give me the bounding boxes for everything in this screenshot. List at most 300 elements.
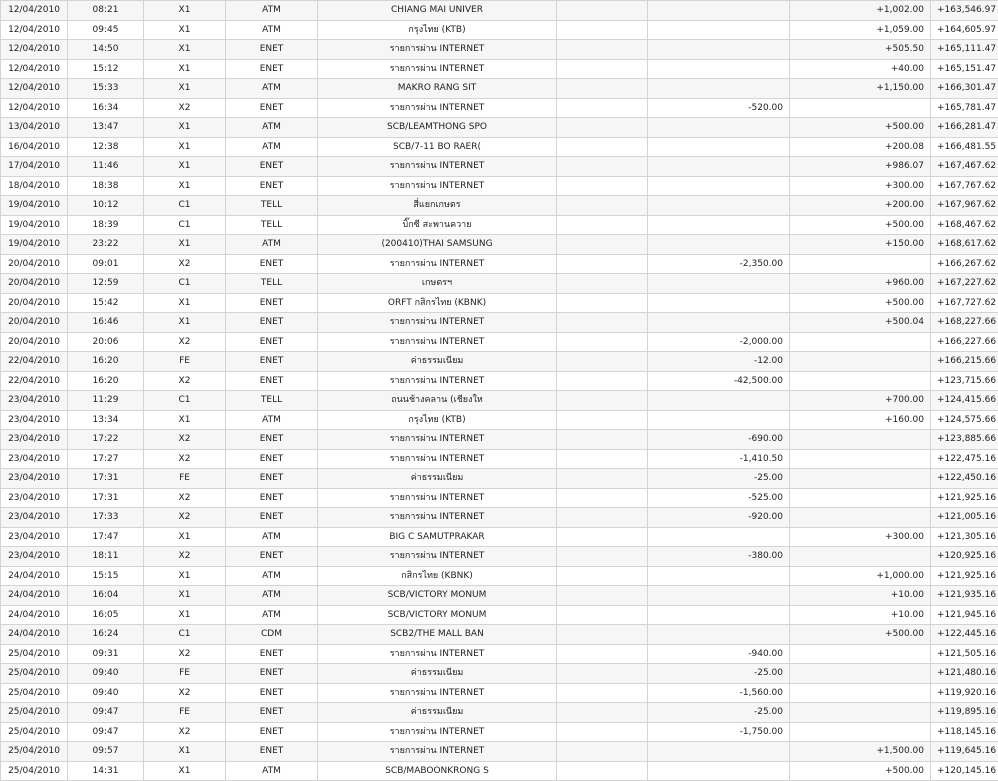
code-cell: C1 — [144, 215, 226, 235]
deposit-cell: +500.04 — [790, 313, 931, 333]
channel-cell: ATM — [226, 137, 318, 157]
description-cell: เกษตรฯ — [318, 274, 557, 294]
description-cell: รายการผ่าน INTERNET — [318, 176, 557, 196]
date-cell: 25/04/2010 — [1, 722, 68, 742]
code-cell: X1 — [144, 566, 226, 586]
channel-cell: ENET — [226, 98, 318, 118]
deposit-cell: +986.07 — [790, 157, 931, 177]
description-cell: SCB/7-11 BO RAER( — [318, 137, 557, 157]
deposit-cell — [790, 430, 931, 450]
blank-cell — [557, 371, 648, 391]
deposit-cell — [790, 449, 931, 469]
withdrawal-cell — [648, 20, 790, 40]
withdrawal-cell: -12.00 — [648, 352, 790, 372]
channel-cell: TELL — [226, 391, 318, 411]
balance-cell: +166,227.66 — [931, 332, 998, 352]
time-cell: 16:20 — [68, 371, 144, 391]
blank-cell — [557, 79, 648, 99]
table-row — [1, 235, 998, 255]
withdrawal-cell: -25.00 — [648, 703, 790, 723]
description-cell: SCB/VICTORY MONUM — [318, 586, 557, 606]
deposit-cell: +700.00 — [790, 391, 931, 411]
time-cell: 15:12 — [68, 59, 144, 79]
withdrawal-cell: -1,750.00 — [648, 722, 790, 742]
balance-cell: +168,227.66 — [931, 313, 998, 333]
time-cell: 09:40 — [68, 683, 144, 703]
deposit-cell — [790, 547, 931, 567]
description-cell: รายการผ่าน INTERNET — [318, 644, 557, 664]
table-row — [1, 410, 998, 430]
withdrawal-cell: -2,000.00 — [648, 332, 790, 352]
channel-cell: ENET — [226, 469, 318, 489]
time-cell: 09:01 — [68, 254, 144, 274]
description-cell: กสิกรไทย (KBNK) — [318, 566, 557, 586]
table-row — [1, 664, 998, 684]
description-cell: (200410)THAI SAMSUNG — [318, 235, 557, 255]
code-cell: X1 — [144, 605, 226, 625]
blank-cell — [557, 508, 648, 528]
date-cell: 23/04/2010 — [1, 488, 68, 508]
description-cell: รายการผ่าน INTERNET — [318, 371, 557, 391]
table-row — [1, 196, 998, 216]
withdrawal-cell — [648, 586, 790, 606]
withdrawal-cell: -25.00 — [648, 469, 790, 489]
channel-cell: ENET — [226, 293, 318, 313]
blank-cell — [557, 547, 648, 567]
blank-cell — [557, 137, 648, 157]
channel-cell: TELL — [226, 215, 318, 235]
blank-cell — [557, 118, 648, 138]
deposit-cell: +505.50 — [790, 40, 931, 60]
channel-cell: ENET — [226, 157, 318, 177]
channel-cell: ENET — [226, 40, 318, 60]
code-cell: C1 — [144, 274, 226, 294]
description-cell: บิ๊กซี สะพานควาย — [318, 215, 557, 235]
withdrawal-cell — [648, 176, 790, 196]
blank-cell — [557, 254, 648, 274]
blank-cell — [557, 293, 648, 313]
date-cell: 12/04/2010 — [1, 79, 68, 99]
table-row — [1, 644, 998, 664]
deposit-cell: +500.00 — [790, 215, 931, 235]
blank-cell — [557, 59, 648, 79]
balance-cell: +164,605.97 — [931, 20, 998, 40]
withdrawal-cell: -25.00 — [648, 664, 790, 684]
code-cell: X1 — [144, 527, 226, 547]
withdrawal-cell: -690.00 — [648, 430, 790, 450]
time-cell: 17:22 — [68, 430, 144, 450]
code-cell: X1 — [144, 59, 226, 79]
description-cell: CHIANG MAI UNIVER — [318, 1, 557, 21]
table-row — [1, 449, 998, 469]
channel-cell: ATM — [226, 566, 318, 586]
channel-cell: ATM — [226, 79, 318, 99]
code-cell: X2 — [144, 430, 226, 450]
description-cell: รายการผ่าน INTERNET — [318, 508, 557, 528]
code-cell: X2 — [144, 488, 226, 508]
table-row — [1, 469, 998, 489]
description-cell: รายการผ่าน INTERNET — [318, 313, 557, 333]
deposit-cell: +10.00 — [790, 586, 931, 606]
withdrawal-cell: -1,410.50 — [648, 449, 790, 469]
deposit-cell: +10.00 — [790, 605, 931, 625]
time-cell: 13:34 — [68, 410, 144, 430]
time-cell: 17:33 — [68, 508, 144, 528]
blank-cell — [557, 469, 648, 489]
deposit-cell: +1,002.00 — [790, 1, 931, 21]
time-cell: 14:31 — [68, 761, 144, 781]
balance-cell: +124,575.66 — [931, 410, 998, 430]
time-cell: 12:38 — [68, 137, 144, 157]
table-row — [1, 79, 998, 99]
description-cell: กรุงไทย (KTB) — [318, 410, 557, 430]
date-cell: 20/04/2010 — [1, 293, 68, 313]
deposit-cell: +500.00 — [790, 761, 931, 781]
date-cell: 12/04/2010 — [1, 1, 68, 21]
time-cell: 16:04 — [68, 586, 144, 606]
description-cell: ค่าธรรมเนียม — [318, 469, 557, 489]
time-cell: 12:59 — [68, 274, 144, 294]
deposit-cell — [790, 254, 931, 274]
time-cell: 14:50 — [68, 40, 144, 60]
withdrawal-cell — [648, 742, 790, 762]
date-cell: 25/04/2010 — [1, 664, 68, 684]
date-cell: 24/04/2010 — [1, 566, 68, 586]
balance-cell: +119,920.16 — [931, 683, 998, 703]
blank-cell — [557, 196, 648, 216]
description-cell: รายการผ่าน INTERNET — [318, 742, 557, 762]
code-cell: X2 — [144, 508, 226, 528]
code-cell: X1 — [144, 742, 226, 762]
withdrawal-cell: -380.00 — [648, 547, 790, 567]
description-cell: รายการผ่าน INTERNET — [318, 98, 557, 118]
code-cell: X1 — [144, 137, 226, 157]
withdrawal-cell — [648, 79, 790, 99]
code-cell: C1 — [144, 196, 226, 216]
blank-cell — [557, 449, 648, 469]
date-cell: 12/04/2010 — [1, 20, 68, 40]
table-row — [1, 430, 998, 450]
deposit-cell: +40.00 — [790, 59, 931, 79]
table-row — [1, 157, 998, 177]
code-cell: X1 — [144, 79, 226, 99]
date-cell: 16/04/2010 — [1, 137, 68, 157]
description-cell: รายการผ่าน INTERNET — [318, 40, 557, 60]
channel-cell: ATM — [226, 761, 318, 781]
description-cell: กรุงไทย (KTB) — [318, 20, 557, 40]
table-row — [1, 683, 998, 703]
balance-cell: +167,467.62 — [931, 157, 998, 177]
deposit-cell: +150.00 — [790, 235, 931, 255]
channel-cell: ATM — [226, 527, 318, 547]
balance-cell: +163,546.97 — [931, 1, 998, 21]
channel-cell: ATM — [226, 118, 318, 138]
withdrawal-cell: -1,560.00 — [648, 683, 790, 703]
code-cell: X2 — [144, 722, 226, 742]
balance-cell: +121,480.16 — [931, 664, 998, 684]
blank-cell — [557, 40, 648, 60]
withdrawal-cell — [648, 118, 790, 138]
time-cell: 08:21 — [68, 1, 144, 21]
code-cell: X1 — [144, 1, 226, 21]
withdrawal-cell: -940.00 — [648, 644, 790, 664]
table-row — [1, 703, 998, 723]
date-cell: 23/04/2010 — [1, 469, 68, 489]
channel-cell: ENET — [226, 742, 318, 762]
balance-cell: +166,267.62 — [931, 254, 998, 274]
description-cell: รายการผ่าน INTERNET — [318, 157, 557, 177]
date-cell: 12/04/2010 — [1, 59, 68, 79]
table-row — [1, 137, 998, 157]
channel-cell: ATM — [226, 1, 318, 21]
table-row — [1, 761, 998, 781]
description-cell: รายการผ่าน INTERNET — [318, 547, 557, 567]
time-cell: 18:11 — [68, 547, 144, 567]
date-cell: 23/04/2010 — [1, 508, 68, 528]
balance-cell: +119,645.16 — [931, 742, 998, 762]
code-cell: X1 — [144, 20, 226, 40]
date-cell: 24/04/2010 — [1, 586, 68, 606]
table-row — [1, 59, 998, 79]
deposit-cell: +500.00 — [790, 118, 931, 138]
balance-cell: +165,111.47 — [931, 40, 998, 60]
description-cell: สี่แยกเกษตร — [318, 196, 557, 216]
time-cell: 09:47 — [68, 703, 144, 723]
balance-cell: +166,301.47 — [931, 79, 998, 99]
withdrawal-cell — [648, 40, 790, 60]
channel-cell: ATM — [226, 410, 318, 430]
withdrawal-cell — [648, 274, 790, 294]
channel-cell: CDM — [226, 625, 318, 645]
date-cell: 25/04/2010 — [1, 742, 68, 762]
blank-cell — [557, 625, 648, 645]
withdrawal-cell — [648, 566, 790, 586]
balance-cell: +121,925.16 — [931, 488, 998, 508]
withdrawal-cell: -525.00 — [648, 488, 790, 508]
blank-cell — [557, 274, 648, 294]
deposit-cell — [790, 469, 931, 489]
date-cell: 19/04/2010 — [1, 215, 68, 235]
table-row — [1, 566, 998, 586]
date-cell: 25/04/2010 — [1, 761, 68, 781]
table-row — [1, 332, 998, 352]
deposit-cell — [790, 371, 931, 391]
channel-cell: ENET — [226, 371, 318, 391]
withdrawal-cell: -2,350.00 — [648, 254, 790, 274]
blank-cell — [557, 235, 648, 255]
channel-cell: ENET — [226, 59, 318, 79]
balance-cell: +119,895.16 — [931, 703, 998, 723]
blank-cell — [557, 703, 648, 723]
channel-cell: ENET — [226, 176, 318, 196]
date-cell: 20/04/2010 — [1, 313, 68, 333]
date-cell: 17/04/2010 — [1, 157, 68, 177]
date-cell: 25/04/2010 — [1, 644, 68, 664]
channel-cell: ENET — [226, 703, 318, 723]
blank-cell — [557, 98, 648, 118]
deposit-cell: +200.00 — [790, 196, 931, 216]
code-cell: X1 — [144, 410, 226, 430]
table-row — [1, 508, 998, 528]
balance-cell: +165,781.47 — [931, 98, 998, 118]
channel-cell: ENET — [226, 313, 318, 333]
channel-cell: ENET — [226, 332, 318, 352]
description-cell: MAKRO RANG SIT — [318, 79, 557, 99]
withdrawal-cell — [648, 410, 790, 430]
time-cell: 13:47 — [68, 118, 144, 138]
blank-cell — [557, 488, 648, 508]
date-cell: 23/04/2010 — [1, 547, 68, 567]
code-cell: X2 — [144, 254, 226, 274]
balance-cell: +121,305.16 — [931, 527, 998, 547]
date-cell: 12/04/2010 — [1, 98, 68, 118]
withdrawal-cell — [648, 196, 790, 216]
deposit-cell — [790, 664, 931, 684]
withdrawal-cell — [648, 215, 790, 235]
deposit-cell: +160.00 — [790, 410, 931, 430]
description-cell: รายการผ่าน INTERNET — [318, 683, 557, 703]
time-cell: 16:05 — [68, 605, 144, 625]
date-cell: 22/04/2010 — [1, 352, 68, 372]
balance-cell: +168,617.62 — [931, 235, 998, 255]
blank-cell — [557, 605, 648, 625]
description-cell: SCB2/THE MALL BAN — [318, 625, 557, 645]
code-cell: X2 — [144, 332, 226, 352]
table-row — [1, 215, 998, 235]
channel-cell: ENET — [226, 722, 318, 742]
withdrawal-cell — [648, 137, 790, 157]
code-cell: C1 — [144, 391, 226, 411]
balance-cell: +123,885.66 — [931, 430, 998, 450]
deposit-cell — [790, 352, 931, 372]
code-cell: X2 — [144, 683, 226, 703]
code-cell: X1 — [144, 157, 226, 177]
channel-cell: ATM — [226, 605, 318, 625]
code-cell: X1 — [144, 586, 226, 606]
balance-cell: +121,505.16 — [931, 644, 998, 664]
balance-cell: +121,935.16 — [931, 586, 998, 606]
blank-cell — [557, 157, 648, 177]
blank-cell — [557, 20, 648, 40]
deposit-cell — [790, 508, 931, 528]
time-cell: 18:39 — [68, 215, 144, 235]
date-cell: 18/04/2010 — [1, 176, 68, 196]
balance-cell: +167,767.62 — [931, 176, 998, 196]
deposit-cell — [790, 722, 931, 742]
table-row — [1, 742, 998, 762]
balance-cell: +122,445.16 — [931, 625, 998, 645]
table-row — [1, 40, 998, 60]
blank-cell — [557, 742, 648, 762]
date-cell: 23/04/2010 — [1, 410, 68, 430]
table-row — [1, 605, 998, 625]
blank-cell — [557, 313, 648, 333]
blank-cell — [557, 352, 648, 372]
withdrawal-cell — [648, 157, 790, 177]
deposit-cell — [790, 644, 931, 664]
balance-cell: +166,281.47 — [931, 118, 998, 138]
channel-cell: ENET — [226, 664, 318, 684]
blank-cell — [557, 644, 648, 664]
blank-cell — [557, 664, 648, 684]
table-row — [1, 98, 998, 118]
withdrawal-cell — [648, 59, 790, 79]
blank-cell — [557, 430, 648, 450]
time-cell: 09:40 — [68, 664, 144, 684]
withdrawal-cell: -42,500.00 — [648, 371, 790, 391]
withdrawal-cell: -920.00 — [648, 508, 790, 528]
channel-cell: TELL — [226, 196, 318, 216]
time-cell: 09:45 — [68, 20, 144, 40]
deposit-cell — [790, 98, 931, 118]
table-row — [1, 488, 998, 508]
deposit-cell: +1,500.00 — [790, 742, 931, 762]
table-row — [1, 20, 998, 40]
time-cell: 17:47 — [68, 527, 144, 547]
deposit-cell: +1,150.00 — [790, 79, 931, 99]
date-cell: 25/04/2010 — [1, 683, 68, 703]
code-cell: X1 — [144, 235, 226, 255]
channel-cell: ATM — [226, 235, 318, 255]
time-cell: 10:12 — [68, 196, 144, 216]
withdrawal-cell — [648, 235, 790, 255]
withdrawal-cell — [648, 625, 790, 645]
deposit-cell: +500.00 — [790, 293, 931, 313]
time-cell: 15:33 — [68, 79, 144, 99]
table-row — [1, 118, 998, 138]
code-cell: C1 — [144, 625, 226, 645]
time-cell: 18:38 — [68, 176, 144, 196]
description-cell: SCB/LEAMTHONG SPO — [318, 118, 557, 138]
withdrawal-cell — [648, 391, 790, 411]
deposit-cell — [790, 488, 931, 508]
date-cell: 23/04/2010 — [1, 449, 68, 469]
balance-cell: +167,967.62 — [931, 196, 998, 216]
balance-cell: +120,145.16 — [931, 761, 998, 781]
code-cell: X1 — [144, 761, 226, 781]
blank-cell — [557, 332, 648, 352]
description-cell: BIG C SAMUTPRAKAR — [318, 527, 557, 547]
table-row — [1, 527, 998, 547]
code-cell: X2 — [144, 371, 226, 391]
withdrawal-cell: -520.00 — [648, 98, 790, 118]
table-row — [1, 352, 998, 372]
balance-cell: +165,151.47 — [931, 59, 998, 79]
channel-cell: ENET — [226, 683, 318, 703]
balance-cell: +121,945.16 — [931, 605, 998, 625]
withdrawal-cell — [648, 761, 790, 781]
code-cell: X1 — [144, 40, 226, 60]
channel-cell: ATM — [226, 586, 318, 606]
balance-cell: +120,925.16 — [931, 547, 998, 567]
description-cell: รายการผ่าน INTERNET — [318, 488, 557, 508]
time-cell: 16:24 — [68, 625, 144, 645]
blank-cell — [557, 683, 648, 703]
balance-cell: +166,215.66 — [931, 352, 998, 372]
time-cell: 16:20 — [68, 352, 144, 372]
balance-cell: +168,467.62 — [931, 215, 998, 235]
date-cell: 20/04/2010 — [1, 332, 68, 352]
withdrawal-cell — [648, 313, 790, 333]
deposit-cell: +300.00 — [790, 527, 931, 547]
code-cell: X2 — [144, 449, 226, 469]
balance-cell: +118,145.16 — [931, 722, 998, 742]
date-cell: 20/04/2010 — [1, 254, 68, 274]
time-cell: 20:06 — [68, 332, 144, 352]
table-row — [1, 625, 998, 645]
channel-cell: ENET — [226, 254, 318, 274]
description-cell: รายการผ่าน INTERNET — [318, 449, 557, 469]
